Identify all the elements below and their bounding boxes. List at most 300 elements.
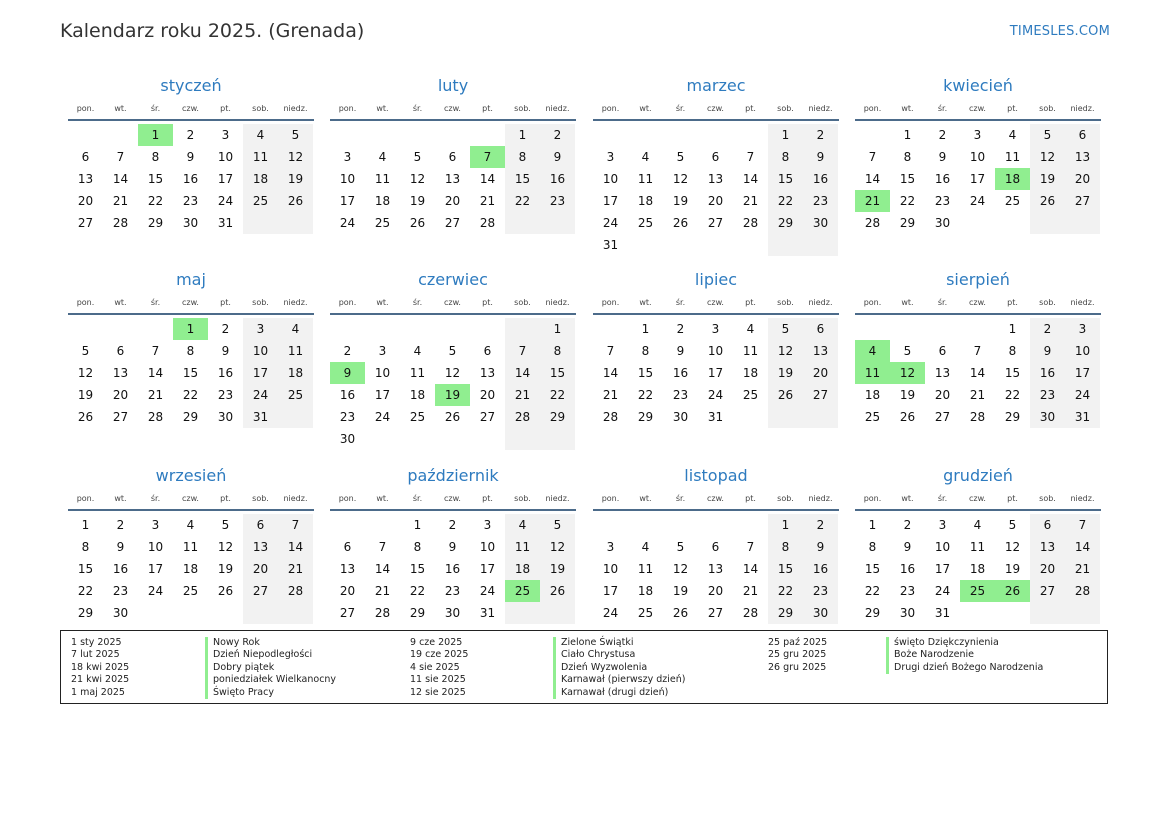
day-cell: 18 (505, 558, 540, 580)
day-cell: 5 (278, 124, 313, 146)
page-title: Kalendarz roku 2025. (Grenada) (60, 20, 365, 42)
day-cell: 6 (803, 318, 838, 340)
day-cell: 6 (1030, 514, 1065, 536)
day-cell: 9 (448, 540, 457, 554)
weekday-label: sob. (514, 494, 531, 503)
day-cell: 27 (77, 216, 94, 230)
day-cell: 14 (479, 172, 496, 186)
day-cell: 26 (540, 580, 575, 602)
day-cell: 23 (540, 190, 575, 212)
day-cell: 23 (444, 584, 461, 598)
day-cell: 24 (147, 584, 164, 598)
day-cell: 26 (444, 410, 461, 424)
day-cell: 9 (221, 344, 230, 358)
day-cell: 13 (77, 172, 94, 186)
day-cell: 2 (221, 322, 230, 336)
weekday-header (330, 296, 576, 315)
day-cell: 19 (217, 562, 234, 576)
day-cell: 1 (768, 124, 803, 146)
legend-date: 21 kwi 2025 (71, 674, 130, 686)
empty-cell (768, 234, 803, 256)
day-cell: 13 (444, 172, 461, 186)
empty-cell (1030, 602, 1065, 624)
day-cell: 23 (803, 580, 838, 602)
weekday-label: sob. (514, 298, 531, 307)
day-cell: 23 (672, 388, 689, 402)
weekday-label: czw. (969, 494, 986, 503)
day-cell: 26 (672, 216, 689, 230)
empty-cell (663, 124, 698, 146)
day-cell: 13 (934, 366, 951, 380)
day-cell: 31 (934, 606, 951, 620)
day-cell: 14 (864, 172, 881, 186)
day-cell: 22 (147, 194, 164, 208)
empty-cell (628, 514, 663, 536)
day-cell: 27 (243, 580, 278, 602)
day-cell: 13 (707, 562, 724, 576)
day-cell: 17 (217, 172, 234, 186)
day-cell: 19 (435, 384, 470, 406)
day-cell: 6 (483, 344, 492, 358)
day-cell: 30 (217, 410, 234, 424)
day-cell: 25 (243, 190, 278, 212)
legend-holiday-name: Zielone Świątki (561, 637, 634, 648)
empty-cell (628, 234, 663, 256)
weekday-label: wt. (901, 494, 914, 503)
day-cell: 5 (903, 344, 912, 358)
weekday-label: śr. (412, 104, 423, 113)
day-cell: 5 (676, 150, 685, 164)
empty-cell (400, 124, 435, 146)
empty-cell (855, 318, 890, 340)
empty-cell (278, 212, 313, 234)
month-block (593, 268, 839, 428)
month-block (855, 74, 1101, 234)
day-cell: 9 (938, 150, 947, 164)
month-block (68, 268, 314, 428)
day-cell: 21 (147, 388, 164, 402)
day-cell: 2 (676, 322, 685, 336)
weekday-header (855, 492, 1101, 511)
day-cell: 20 (803, 362, 838, 384)
day-cell: 19 (1004, 562, 1021, 576)
month-name: luty (437, 76, 469, 95)
day-cell: 17 (1065, 362, 1100, 384)
empty-cell (995, 602, 1030, 624)
day-cell: 15 (864, 562, 881, 576)
empty-cell (593, 318, 628, 340)
weekday-label: sob. (777, 298, 794, 307)
legend-holiday-name: Dzień Niepodległości (213, 649, 313, 661)
day-cell: 8 (868, 540, 877, 554)
day-cell: 17 (602, 584, 619, 598)
weekday-label: czw. (444, 494, 461, 503)
day-cell: 29 (768, 212, 803, 234)
day-cell: 8 (151, 150, 160, 164)
day-cell: 1 (413, 518, 422, 532)
day-cell: 5 (221, 518, 230, 532)
day-cell: 7 (606, 344, 615, 358)
weekday-label: niedz. (808, 298, 833, 307)
weekday-label: niedz. (545, 494, 570, 503)
weekday-label: wt. (901, 104, 914, 113)
weekday-label: pon. (338, 494, 357, 503)
weekday-label: sob. (252, 104, 269, 113)
empty-cell (663, 514, 698, 536)
days-grid (855, 318, 1101, 428)
day-cell: 15 (768, 168, 803, 190)
days-grid (593, 318, 839, 428)
empty-cell (698, 234, 733, 256)
day-cell: 14 (278, 536, 313, 558)
day-cell: 11 (505, 536, 540, 558)
weekday-label: czw. (707, 494, 724, 503)
day-cell: 19 (409, 194, 426, 208)
empty-cell (960, 212, 995, 234)
empty-cell (698, 514, 733, 536)
day-cell: 1 (505, 124, 540, 146)
month-name: czerwiec (418, 270, 488, 289)
day-cell: 7 (973, 344, 982, 358)
day-cell: 22 (768, 580, 803, 602)
day-cell: 2 (448, 518, 457, 532)
day-cell: 1 (173, 318, 208, 340)
empty-cell (435, 318, 470, 340)
weekday-label: czw. (707, 104, 724, 113)
weekday-label: wt. (114, 494, 127, 503)
day-cell: 15 (147, 172, 164, 186)
weekday-label: niedz. (1070, 298, 1095, 307)
day-cell: 17 (374, 388, 391, 402)
day-cell: 26 (409, 216, 426, 230)
day-cell: 20 (1065, 168, 1100, 190)
day-cell: 23 (899, 584, 916, 598)
legend-holiday-name: Karnawał (drugi dzień) (561, 686, 669, 698)
legend-date: 7 lut 2025 (71, 649, 120, 661)
empty-cell (1065, 212, 1100, 234)
day-cell: 28 (112, 216, 129, 230)
day-cell: 15 (409, 562, 426, 576)
weekday-label: śr. (675, 494, 686, 503)
empty-cell (505, 212, 540, 234)
empty-cell (663, 234, 698, 256)
weekday-label: śr. (150, 298, 161, 307)
day-cell: 8 (540, 340, 575, 362)
empty-cell (400, 428, 435, 450)
weekday-label: czw. (182, 298, 199, 307)
empty-cell (68, 318, 103, 340)
weekday-header (593, 102, 839, 121)
weekday-label: śr. (150, 494, 161, 503)
day-cell: 7 (1065, 514, 1100, 536)
day-cell: 25 (278, 384, 313, 406)
day-cell: 8 (768, 146, 803, 168)
empty-cell (733, 234, 768, 256)
days-grid (330, 124, 576, 234)
day-cell: 2 (540, 124, 575, 146)
day-cell: 10 (479, 540, 496, 554)
day-cell: 26 (278, 190, 313, 212)
empty-cell (960, 318, 995, 340)
day-cell: 28 (969, 410, 986, 424)
days-grid (855, 514, 1101, 624)
empty-cell (890, 318, 925, 340)
day-cell: 13 (707, 172, 724, 186)
day-cell: 8 (903, 150, 912, 164)
day-cell: 19 (1030, 168, 1065, 190)
weekday-header (593, 492, 839, 511)
day-cell: 20 (112, 388, 129, 402)
empty-cell (208, 602, 243, 624)
day-cell: 20 (243, 558, 278, 580)
day-cell: 15 (768, 558, 803, 580)
legend-date: 4 sie 2025 (410, 661, 460, 673)
empty-cell (540, 602, 575, 624)
day-cell: 13 (803, 340, 838, 362)
day-cell: 17 (934, 562, 951, 576)
day-cell: 4 (746, 322, 755, 336)
day-cell: 4 (1008, 128, 1017, 142)
day-cell: 20 (339, 584, 356, 598)
weekday-label: czw. (969, 298, 986, 307)
day-cell: 21 (278, 558, 313, 580)
weekday-header (68, 492, 314, 511)
day-cell: 6 (448, 150, 457, 164)
empty-cell (803, 234, 838, 256)
day-cell: 7 (505, 340, 540, 362)
day-cell: 14 (602, 366, 619, 380)
day-cell: 10 (602, 172, 619, 186)
day-cell: 25 (505, 580, 540, 602)
day-cell: 29 (409, 606, 426, 620)
day-cell: 17 (707, 366, 724, 380)
day-cell: 13 (243, 536, 278, 558)
legend-date: 1 maj 2025 (71, 686, 125, 698)
day-cell: 26 (217, 584, 234, 598)
weekday-label: niedz. (808, 494, 833, 503)
day-cell: 11 (969, 540, 986, 554)
legend-holiday-name: Karnawał (pierwszy dzień) (561, 674, 686, 686)
weekday-label: niedz. (545, 298, 570, 307)
day-cell: 20 (479, 388, 496, 402)
day-cell: 9 (186, 150, 195, 164)
day-cell: 25 (864, 410, 881, 424)
day-cell: 2 (116, 518, 125, 532)
day-cell: 7 (116, 150, 125, 164)
day-cell: 30 (803, 212, 838, 234)
day-cell: 18 (864, 388, 881, 402)
day-cell: 27 (803, 384, 838, 406)
day-cell: 8 (1008, 344, 1017, 358)
day-cell: 5 (413, 150, 422, 164)
day-cell: 21 (505, 384, 540, 406)
day-cell: 6 (938, 344, 947, 358)
empty-cell (330, 318, 365, 340)
day-cell: 26 (899, 410, 916, 424)
weekday-label: wt. (901, 298, 914, 307)
day-cell: 19 (672, 194, 689, 208)
day-cell: 8 (81, 540, 90, 554)
day-cell: 16 (182, 172, 199, 186)
day-cell: 7 (278, 514, 313, 536)
day-cell: 18 (409, 388, 426, 402)
day-cell: 6 (711, 150, 720, 164)
day-cell: 16 (339, 388, 356, 402)
weekday-label: sob. (1039, 104, 1056, 113)
day-cell: 28 (505, 406, 540, 428)
empty-cell (540, 212, 575, 234)
day-cell: 22 (637, 388, 654, 402)
day-cell: 10 (1065, 340, 1100, 362)
weekday-label: pon. (76, 104, 95, 113)
weekday-label: sob. (252, 494, 269, 503)
empty-cell (138, 318, 173, 340)
day-cell: 20 (1030, 558, 1065, 580)
day-cell: 23 (934, 194, 951, 208)
day-cell: 29 (77, 606, 94, 620)
legend-date: 25 paź 2025 (768, 637, 828, 648)
weekday-label: pon. (863, 104, 882, 113)
day-cell: 31 (602, 238, 619, 252)
weekday-label: śr. (412, 494, 423, 503)
empty-cell (278, 602, 313, 624)
weekday-header (593, 296, 839, 315)
weekday-label: śr. (675, 298, 686, 307)
weekday-header (330, 492, 576, 511)
day-cell: 11 (278, 340, 313, 362)
day-cell: 16 (899, 562, 916, 576)
day-cell: 15 (540, 362, 575, 384)
empty-cell (995, 212, 1030, 234)
legend-dates (768, 637, 827, 674)
day-cell: 31 (243, 406, 278, 428)
day-cell: 8 (413, 540, 422, 554)
holiday-legend (60, 630, 1108, 704)
empty-cell (1030, 212, 1065, 234)
day-cell: 9 (1030, 340, 1065, 362)
weekday-label: pt. (745, 494, 756, 503)
day-cell: 30 (182, 216, 199, 230)
legend-holiday-name: Święto Pracy (213, 686, 274, 698)
weekday-label: pon. (338, 104, 357, 113)
day-cell: 23 (112, 584, 129, 598)
day-cell: 25 (182, 584, 199, 598)
weekday-label: pt. (1007, 104, 1018, 113)
empty-cell (628, 124, 663, 146)
day-cell: 30 (112, 606, 129, 620)
day-cell: 7 (378, 540, 387, 554)
day-cell: 22 (768, 190, 803, 212)
weekday-label: niedz. (808, 104, 833, 113)
weekday-label: sob. (777, 104, 794, 113)
day-cell: 16 (1030, 362, 1065, 384)
day-cell: 1 (138, 124, 173, 146)
day-cell: 6 (711, 540, 720, 554)
day-cell: 13 (479, 366, 496, 380)
month-block (330, 74, 576, 234)
day-cell: 24 (243, 384, 278, 406)
day-cell: 28 (374, 606, 391, 620)
day-cell: 31 (479, 606, 496, 620)
weekday-label: śr. (412, 298, 423, 307)
day-cell: 22 (899, 194, 916, 208)
weekday-label: wt. (376, 494, 389, 503)
day-cell: 15 (77, 562, 94, 576)
day-cell: 8 (768, 536, 803, 558)
weekday-label: pon. (601, 104, 620, 113)
day-cell: 20 (444, 194, 461, 208)
day-cell: 18 (637, 194, 654, 208)
day-cell: 12 (1004, 540, 1021, 554)
empty-cell (698, 124, 733, 146)
month-block (330, 464, 576, 624)
weekday-header (855, 296, 1101, 315)
day-cell: 26 (995, 580, 1030, 602)
month-name: październik (407, 466, 499, 485)
weekday-label: sob. (777, 494, 794, 503)
weekday-label: śr. (150, 104, 161, 113)
empty-cell (103, 124, 138, 146)
day-cell: 18 (182, 562, 199, 576)
day-cell: 14 (374, 562, 391, 576)
day-cell: 4 (855, 340, 890, 362)
empty-cell (593, 514, 628, 536)
month-block (593, 74, 839, 256)
day-cell: 4 (243, 124, 278, 146)
empty-cell (435, 428, 470, 450)
weekday-label: czw. (444, 104, 461, 113)
day-cell: 25 (374, 216, 391, 230)
day-cell: 22 (1004, 388, 1021, 402)
day-cell: 28 (147, 410, 164, 424)
day-cell: 2 (803, 514, 838, 536)
day-cell: 14 (112, 172, 129, 186)
weekday-label: śr. (937, 298, 948, 307)
day-cell: 11 (637, 562, 654, 576)
day-cell: 21 (374, 584, 391, 598)
day-cell: 21 (479, 194, 496, 208)
weekday-label: pt. (482, 494, 493, 503)
day-cell: 23 (217, 388, 234, 402)
day-cell: 18 (969, 562, 986, 576)
weekday-label: wt. (114, 298, 127, 307)
days-grid (593, 124, 839, 256)
day-cell: 2 (186, 128, 195, 142)
legend-holiday-name: Ciało Chrystusa (561, 649, 636, 661)
day-cell: 28 (1065, 580, 1100, 602)
month-block (593, 464, 839, 624)
legend-holiday-name: Dobry piątek (213, 661, 275, 673)
weekday-label: pon. (601, 494, 620, 503)
day-cell: 12 (1030, 146, 1065, 168)
day-cell: 6 (243, 514, 278, 536)
empty-cell (68, 124, 103, 146)
day-cell: 21 (112, 194, 129, 208)
site-brand-link[interactable]: TIMESLES.COM (1009, 24, 1110, 39)
day-cell: 30 (1030, 406, 1065, 428)
day-cell: 27 (1065, 190, 1100, 212)
day-cell: 22 (77, 584, 94, 598)
legend-date: 18 kwi 2025 (71, 661, 130, 673)
weekday-label: sob. (514, 104, 531, 113)
day-cell: 31 (217, 216, 234, 230)
days-grid (330, 318, 576, 450)
weekday-label: wt. (639, 298, 652, 307)
weekday-header (855, 102, 1101, 121)
day-cell: 1 (81, 518, 90, 532)
weekday-header (68, 102, 314, 121)
day-cell: 24 (1065, 384, 1100, 406)
